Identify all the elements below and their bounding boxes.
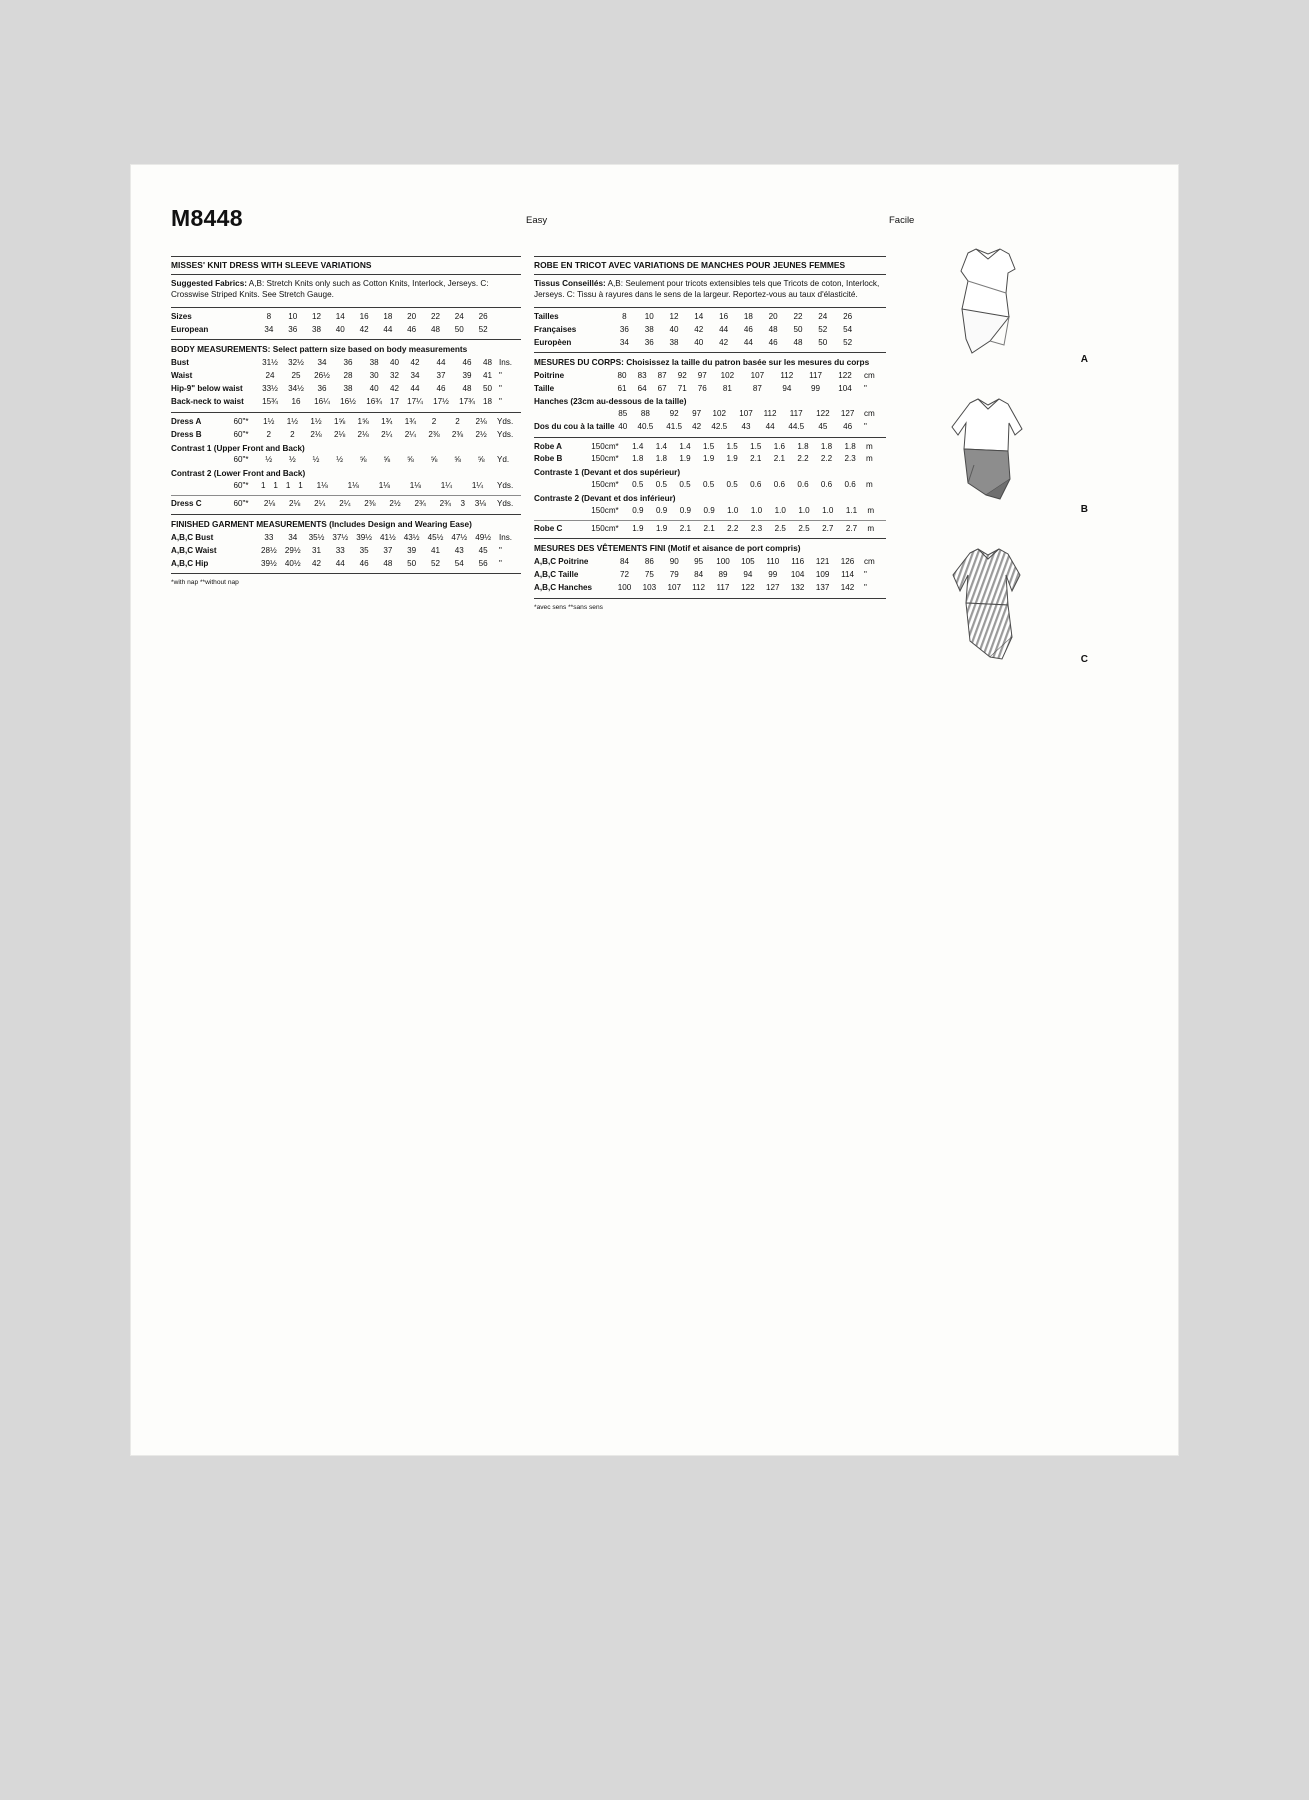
table-row: Hip-9" below waist 33½ 34½ 36 38 40 42 44 46 48 50 " [171, 384, 502, 394]
table-row: Taille 61 64 67 71 76 81 87 94 99 104 " [534, 384, 867, 394]
table-row: 150cm* 0.9 0.9 0.9 0.9 1.0 1.0 1.0 1.0 1.0 1.1 m [591, 505, 875, 515]
english-finished-head: FINISHED GARMENT MEASUREMENTS (Includes Design and Wearing Ease) [171, 518, 472, 529]
french-finished-head: MESURES DES VÊTEMENTS FINI (Motif et aisance de port compris) [534, 543, 801, 554]
french-footnote: *avec sens **sans sens [534, 603, 603, 611]
table-row: 60"* ½ ½ ½ ½ ⅝ ⅝ ⅝ ⅝ ⅝ ⅝ Yd. [233, 455, 510, 465]
english-fabrics-text: A,B: Stretch Knits only such as Cotton Knits, Interlock, Jerseys. C: Crosswise Striped Knits. See Stretch Gauge. [171, 279, 489, 300]
table-row: Robe A 150cm* 1.4 1.4 1.4 1.5 1.5 1.5 1.6 1.8 1.8 1.8 m [534, 441, 873, 451]
french-body-measurements-head: MESURES DU CORPS: Choisissez la taille du patron basée sur les mesures du corps [534, 357, 870, 368]
french-hip-head: Hanches (23cm au-dessous de la taille) [534, 396, 687, 406]
table-row: Françaises 36 38 40 42 44 46 48 50 52 54 [534, 324, 853, 334]
english-yardage-table [171, 416, 521, 442]
english-contrast1-head: Contrast 1 (Upper Front and Back) [171, 443, 305, 453]
french-contrast1-head: Contraste 1 (Devant et dos supérieur) [534, 468, 681, 478]
table-row: Europèen 34 36 38 40 42 44 46 48 50 52 [534, 337, 853, 347]
french-column [534, 253, 886, 613]
french-contrast1-table [534, 479, 886, 492]
english-fabrics-label: Suggested Fabrics: [171, 279, 247, 289]
difficulty-fr: Facile [889, 215, 915, 226]
table-row: Bust 31½ 32½ 34 36 38 40 42 44 46 48 Ins. [171, 358, 513, 368]
table-row: A,B,C Bust 33 34 35½ 37½ 39½ 41½ 43½ 45½ 47½ 49½ Ins. [171, 532, 513, 542]
english-body-table [171, 357, 521, 408]
line-drawings [916, 245, 1096, 695]
english-body-measurements-head: BODY MEASUREMENTS: Select pattern size based on body measurements [171, 344, 468, 355]
english-footnote: *with nap **without nap [171, 579, 239, 587]
table-row: European 34 36 38 40 42 44 46 48 50 52 [171, 324, 488, 334]
table-row: Poitrine 80 83 87 92 97 102 107 112 117 122 cm [534, 371, 875, 381]
english-finished-table [171, 532, 521, 571]
table-row: A,B,C Hanches 100 103 107 112 117 122 127 132 137 142 " [534, 583, 867, 593]
figure-label-b: B [1080, 504, 1088, 515]
english-size-table [171, 311, 521, 337]
french-finished-table [534, 556, 886, 595]
table-row: Waist 24 25 26½ 28 30 32 34 37 39 41 " [171, 371, 502, 381]
pattern-envelope-back [131, 165, 1178, 1455]
english-column [171, 253, 521, 588]
french-fabrics [534, 278, 886, 301]
dress-view-b [916, 395, 1096, 517]
table-row: Robe B 150cm* 1.8 1.8 1.9 1.9 1.9 2.1 2.1 2.2 2.2 2.3 m [534, 454, 873, 464]
difficulty-en: Easy [526, 215, 548, 226]
french-fabrics-label: Tissus Conseillés: [534, 279, 606, 289]
table-row: A,B,C Poitrine 84 86 90 95 100 105 110 116 121 126 cm [534, 557, 875, 567]
english-title: MISSES' KNIT DRESS WITH SLEEVE VARIATIONS [171, 260, 372, 270]
table-row: Dos du cou à la taille 40 40.5 41.5 42 42.5 43 44 44.5 45 46 " [534, 421, 867, 431]
english-contrast2-head: Contrast 2 (Lower Front and Back) [171, 469, 306, 479]
french-hip-table [534, 408, 886, 434]
french-contrast2-table [534, 505, 886, 518]
english-contrast2-table [171, 480, 521, 493]
table-row: A,B,C Waist 28½ 29½ 31 33 35 37 39 41 43 45 " [171, 545, 502, 555]
dress-a-drawing [916, 245, 1066, 367]
dress-view-a [916, 245, 1096, 367]
table-row: 150cm* 0.5 0.5 0.5 0.5 0.5 0.6 0.6 0.6 0.6 0.6 m [591, 480, 873, 490]
figure-label-c: C [1080, 654, 1088, 665]
table-row: Dress A 60"* 1½ 1½ 1½ 1⅝ 1⅝ 1¾ 1¾ 2 2 2⅛ Yds. [171, 416, 514, 426]
french-title: ROBE EN TRICOT AVEC VARIATIONS DE MANCHES POUR JEUNES FEMMES [534, 260, 846, 270]
table-row: 60"* 1 1 1 1 1⅛ 1⅛ 1⅛ 1⅛ 1¼ 1¼ Yds. [233, 481, 514, 491]
table-row: A,B,C Taille 72 75 79 84 89 94 99 104 109 114 " [534, 570, 867, 580]
table-row: Back-neck to waist 15¾ 16 16¼ 16½ 16¾ 17 17¼ 17½ 17¾ 18 " [171, 397, 502, 407]
table-row: Robe C 150cm* 1.9 1.9 2.1 2.1 2.2 2.3 2.5 2.5 2.7 2.7 m [534, 523, 875, 533]
table-row: Dress B 60"* 2 2 2⅛ 2⅛ 2⅛ 2¼ 2¼ 2⅜ 2⅜ 2½ Yds. [171, 429, 514, 439]
table-row: A,B,C Hip 39½ 40½ 42 44 46 48 50 52 54 56 " [171, 558, 502, 568]
french-contrast2-head: Contraste 2 (Devant et dos inférieur) [534, 493, 676, 503]
dress-c-drawing [916, 545, 1066, 677]
dress-b-drawing [916, 395, 1066, 517]
french-fabrics-text: A,B: Seulement pour tricots extensibles tels que Tricots de coton, Interlock, Jerseys. C: Tissu à rayures dans le sens de la largeur. Reportez-vous au taux d'élasticité. [534, 279, 880, 300]
dress-view-c [916, 545, 1096, 667]
english-contrast1-table [171, 454, 521, 467]
table-row: Dress C 60"* 2⅛ 2⅛ 2¼ 2¼ 2⅜ 2½ 2¾ 2¾ 3 3⅛ Yds. [171, 499, 514, 508]
table-row: 85 88 92 97 102 107 112 117 122 127 cm [618, 408, 875, 418]
english-fabrics [171, 278, 521, 301]
pattern-code: M8448 [171, 205, 243, 231]
english-dressc-table [171, 498, 521, 511]
table-row: Sizes 8 10 12 14 16 18 20 22 24 26 [171, 311, 488, 321]
french-robec-table [534, 523, 886, 536]
french-size-table [534, 311, 886, 350]
figure-label-a: A [1080, 354, 1088, 365]
french-yardage-table [534, 441, 886, 467]
table-row: Tailles 8 10 12 14 16 18 20 22 24 26 [534, 311, 853, 321]
french-body-table [534, 370, 886, 396]
